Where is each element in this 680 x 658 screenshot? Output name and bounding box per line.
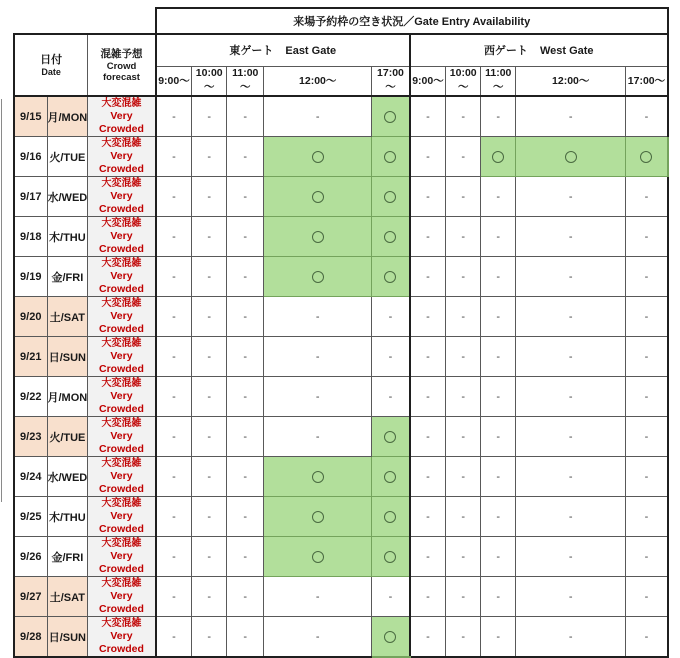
date-cell: 9/22 xyxy=(14,377,47,417)
day-cell: 火/TUE xyxy=(47,417,88,457)
availability-cell-west-1000: - xyxy=(446,257,481,297)
availability-cell-east-900: - xyxy=(156,417,192,457)
availability-cell-east-1200 xyxy=(264,137,372,177)
availability-cell-east-1700 xyxy=(372,457,410,497)
availability-cell-east-1000: - xyxy=(192,137,227,177)
date-cell: 9/25 xyxy=(14,497,47,537)
availability-cell-west-1200: - xyxy=(516,297,626,337)
date-cell: 9/21 xyxy=(14,337,47,377)
availability-cell-east-1000: - xyxy=(192,617,227,658)
forecast-text-ja: 大変混雑 xyxy=(101,258,142,269)
availability-cell-west-1200: - xyxy=(516,337,626,377)
availability-cell-west-1700: - xyxy=(626,177,668,217)
forecast-text-en: Very Crowded xyxy=(99,550,144,575)
forecast-cell xyxy=(88,96,156,137)
time-header-east-1700: 17:00～ xyxy=(372,66,410,96)
date-cell: 9/19 xyxy=(14,257,47,297)
availability-cell-east-1700 xyxy=(372,137,410,177)
available-circle-icon xyxy=(312,231,324,243)
availability-cell-east-1700 xyxy=(372,217,410,257)
availability-cell-west-900: - xyxy=(410,417,446,457)
forecast-text-en: Very Crowded xyxy=(99,150,144,175)
availability-cell-west-1700: - xyxy=(626,217,668,257)
date-cell: 9/16 xyxy=(14,137,47,177)
availability-cell-west-1100 xyxy=(481,137,516,177)
date-cell: 9/23 xyxy=(14,417,47,457)
forecast-text-en: Very Crowded xyxy=(99,510,144,535)
availability-cell-west-900: - xyxy=(410,537,446,577)
forecast-text-en: Very Crowded xyxy=(99,630,144,655)
available-circle-icon xyxy=(384,231,396,243)
availability-cell-west-1000: - xyxy=(446,177,481,217)
west-gate-label-ja: 西ゲート xyxy=(483,45,528,58)
availability-cell-west-1000: - xyxy=(446,577,481,617)
forecast-text-en: Very Crowded xyxy=(99,310,144,335)
table-body xyxy=(14,96,668,657)
availability-cell-west-1000: - xyxy=(446,377,481,417)
day-cell: 金/FRI xyxy=(47,257,88,297)
availability-cell-west-900: - xyxy=(410,177,446,217)
availability-row-9-21 xyxy=(14,337,668,377)
availability-cell-east-1200: - xyxy=(264,297,372,337)
availability-cell-east-1200: - xyxy=(264,337,372,377)
availability-cell-west-1100: - xyxy=(481,297,516,337)
available-circle-icon xyxy=(312,151,324,163)
availability-cell-east-1000: - xyxy=(192,537,227,577)
forecast-text-en: Very Crowded xyxy=(99,430,144,455)
forecast-text-ja: 大変混雑 xyxy=(101,418,142,429)
date-cell: 9/26 xyxy=(14,537,47,577)
availability-cell-east-900: - xyxy=(156,377,192,417)
east-gate-header xyxy=(156,34,410,66)
availability-cell-east-1100: - xyxy=(227,377,264,417)
available-circle-icon xyxy=(384,471,396,483)
availability-cell-west-1200: - xyxy=(516,537,626,577)
availability-cell-west-1000: - xyxy=(446,217,481,257)
availability-cell-east-1200 xyxy=(264,457,372,497)
day-cell: 月/MON xyxy=(47,96,88,137)
availability-cell-east-900: - xyxy=(156,297,192,337)
available-circle-icon xyxy=(384,431,396,443)
availability-cell-west-900: - xyxy=(410,297,446,337)
availability-cell-east-1100: - xyxy=(227,457,264,497)
available-circle-icon xyxy=(384,631,396,643)
availability-cell-west-1700: - xyxy=(626,96,668,137)
available-circle-icon xyxy=(312,511,324,523)
date-cell: 9/20 xyxy=(14,297,47,337)
availability-cell-east-1100: - xyxy=(227,257,264,297)
availability-cell-west-1200: - xyxy=(516,377,626,417)
availability-cell-east-1700 xyxy=(372,96,410,137)
forecast-header-ja: 混雑予想 xyxy=(100,48,143,60)
available-circle-icon xyxy=(492,151,504,163)
available-circle-icon xyxy=(384,271,396,283)
availability-cell-east-1700: - xyxy=(372,337,410,377)
availability-cell-west-1100: - xyxy=(481,377,516,417)
availability-cell-west-1700: - xyxy=(626,297,668,337)
time-header-east-1100: 11:00～ xyxy=(227,66,264,96)
forecast-text-en: Very Crowded xyxy=(99,470,144,495)
date-cell: 9/17 xyxy=(14,177,47,217)
availability-cell-east-900: - xyxy=(156,96,192,137)
availability-cell-east-1700 xyxy=(372,537,410,577)
availability-cell-east-900: - xyxy=(156,257,192,297)
forecast-cell xyxy=(88,377,156,417)
availability-cell-west-1700: - xyxy=(626,457,668,497)
day-cell: 土/SAT xyxy=(47,577,88,617)
date-cell: 9/18 xyxy=(14,217,47,257)
availability-row-9-16 xyxy=(14,137,668,177)
forecast-text-ja: 大変混雑 xyxy=(101,458,142,469)
time-header-east-900: 9:00～ xyxy=(156,66,192,96)
forecast-cell xyxy=(88,217,156,257)
availability-cell-east-1200: - xyxy=(264,617,372,658)
availability-cell-west-1100: - xyxy=(481,497,516,537)
availability-cell-west-1200: - xyxy=(516,497,626,537)
availability-cell-east-1200: - xyxy=(264,377,372,417)
forecast-text-ja: 大変混雑 xyxy=(101,98,142,109)
availability-cell-east-1200 xyxy=(264,257,372,297)
forecast-cell xyxy=(88,257,156,297)
date-cell: 9/27 xyxy=(14,577,47,617)
day-cell: 木/THU xyxy=(47,217,88,257)
forecast-text-en: Very Crowded xyxy=(99,230,144,255)
availability-cell-east-1200: - xyxy=(264,96,372,137)
forecast-header-en: Crowd forecast xyxy=(103,61,140,83)
day-cell: 水/WED xyxy=(47,457,88,497)
availability-cell-west-1700: - xyxy=(626,417,668,457)
forecast-text-ja: 大変混雑 xyxy=(101,498,142,509)
available-circle-icon xyxy=(384,511,396,523)
availability-cell-east-1100: - xyxy=(227,96,264,137)
availability-cell-east-900: - xyxy=(156,537,192,577)
availability-cell-east-1100: - xyxy=(227,217,264,257)
availability-cell-east-1000: - xyxy=(192,96,227,137)
availability-cell-east-900: - xyxy=(156,577,192,617)
availability-cell-east-1100: - xyxy=(227,577,264,617)
availability-row-9-18 xyxy=(14,217,668,257)
east-gate-label-ja: 東ゲート xyxy=(229,45,274,58)
availability-cell-east-1200 xyxy=(264,217,372,257)
availability-cell-west-1200: - xyxy=(516,96,626,137)
availability-cell-east-1100: - xyxy=(227,337,264,377)
availability-row-9-26 xyxy=(14,537,668,577)
availability-cell-west-1000: - xyxy=(446,617,481,658)
forecast-cell xyxy=(88,297,156,337)
availability-cell-west-1100: - xyxy=(481,537,516,577)
west-gate-header xyxy=(410,34,668,66)
availability-cell-east-1200 xyxy=(264,537,372,577)
date-header-ja: 日付 xyxy=(40,53,63,66)
day-cell: 木/THU xyxy=(47,497,88,537)
availability-cell-east-1700 xyxy=(372,257,410,297)
availability-cell-west-1000: - xyxy=(446,96,481,137)
available-circle-icon xyxy=(565,151,577,163)
availability-cell-east-1100: - xyxy=(227,297,264,337)
time-header-west-1200: 12:00～ xyxy=(516,66,626,96)
cropped-table-edge-line xyxy=(1,99,2,502)
forecast-text-ja: 大変混雑 xyxy=(101,338,142,349)
availability-cell-west-1100: - xyxy=(481,217,516,257)
forecast-text-ja: 大変混雑 xyxy=(101,378,142,389)
availability-row-9-24 xyxy=(14,457,668,497)
availability-cell-east-1000: - xyxy=(192,337,227,377)
availability-table xyxy=(13,7,669,658)
availability-cell-west-1000: - xyxy=(446,497,481,537)
table-header xyxy=(14,8,668,96)
availability-cell-east-1200: - xyxy=(264,417,372,457)
availability-cell-east-1100: - xyxy=(227,537,264,577)
availability-cell-east-1100: - xyxy=(227,497,264,537)
available-circle-icon xyxy=(312,551,324,563)
time-header-west-900: 9:00～ xyxy=(410,66,446,96)
forecast-cell xyxy=(88,497,156,537)
availability-cell-west-1700: - xyxy=(626,617,668,658)
availability-cell-west-1100: - xyxy=(481,257,516,297)
availability-cell-west-900: - xyxy=(410,457,446,497)
available-circle-icon xyxy=(312,191,324,203)
availability-cell-east-1000: - xyxy=(192,497,227,537)
availability-cell-west-1100: - xyxy=(481,96,516,137)
forecast-text-ja: 大変混雑 xyxy=(101,218,142,229)
availability-cell-east-1700: - xyxy=(372,577,410,617)
availability-cell-west-1200: - xyxy=(516,617,626,658)
availability-cell-west-900: - xyxy=(410,617,446,658)
availability-cell-west-1700: - xyxy=(626,337,668,377)
time-header-west-1100: 11:00～ xyxy=(481,66,516,96)
availability-cell-east-1700 xyxy=(372,417,410,457)
time-header-west-1700: 17:00～ xyxy=(626,66,668,96)
available-circle-icon xyxy=(384,191,396,203)
availability-cell-east-1000: - xyxy=(192,217,227,257)
gate-header-row xyxy=(14,34,668,66)
forecast-text-ja: 大変混雑 xyxy=(101,538,142,549)
availability-cell-east-1700: - xyxy=(372,297,410,337)
forecast-text-ja: 大変混雑 xyxy=(101,618,142,629)
availability-cell-east-1000: - xyxy=(192,577,227,617)
availability-cell-east-900: - xyxy=(156,457,192,497)
availability-cell-west-1100: - xyxy=(481,337,516,377)
time-header-west-1000: 10:00～ xyxy=(446,66,481,96)
availability-cell-west-1000: - xyxy=(446,457,481,497)
availability-cell-west-1700: - xyxy=(626,577,668,617)
time-header-east-1000: 10:00～ xyxy=(192,66,227,96)
day-cell: 火/TUE xyxy=(47,137,88,177)
availability-cell-east-900: - xyxy=(156,217,192,257)
availability-cell-east-1700 xyxy=(372,497,410,537)
availability-cell-west-900: - xyxy=(410,337,446,377)
available-circle-icon xyxy=(384,151,396,163)
west-gate-label-en: West Gate xyxy=(539,45,594,58)
availability-row-9-15 xyxy=(14,96,668,137)
day-cell: 土/SAT xyxy=(47,297,88,337)
availability-cell-east-1100: - xyxy=(227,137,264,177)
availability-cell-east-900: - xyxy=(156,337,192,377)
availability-cell-west-1100: - xyxy=(481,457,516,497)
availability-cell-west-1200: - xyxy=(516,217,626,257)
forecast-cell xyxy=(88,417,156,457)
availability-row-9-27 xyxy=(14,577,668,617)
availability-row-9-20 xyxy=(14,297,668,337)
availability-cell-west-900: - xyxy=(410,217,446,257)
availability-cell-west-900: - xyxy=(410,497,446,537)
availability-cell-west-1000: - xyxy=(446,417,481,457)
available-circle-icon xyxy=(384,111,396,123)
availability-cell-west-1100: - xyxy=(481,617,516,658)
day-cell: 月/MON xyxy=(47,377,88,417)
forecast-cell xyxy=(88,177,156,217)
availability-cell-west-1100: - xyxy=(481,417,516,457)
available-circle-icon xyxy=(312,271,324,283)
availability-cell-west-1700: - xyxy=(626,257,668,297)
availability-cell-west-1200: - xyxy=(516,417,626,457)
availability-row-9-22 xyxy=(14,377,668,417)
forecast-text-ja: 大変混雑 xyxy=(101,138,142,149)
forecast-text-en: Very Crowded xyxy=(99,590,144,615)
availability-cell-east-900: - xyxy=(156,177,192,217)
day-cell: 日/SUN xyxy=(47,337,88,377)
availability-cell-west-1100: - xyxy=(481,177,516,217)
availability-cell-east-1000: - xyxy=(192,257,227,297)
availability-cell-east-1200 xyxy=(264,177,372,217)
availability-cell-east-1000: - xyxy=(192,177,227,217)
forecast-cell xyxy=(88,617,156,658)
availability-cell-west-1000: - xyxy=(446,137,481,177)
forecast-text-en: Very Crowded xyxy=(99,270,144,295)
available-circle-icon xyxy=(312,471,324,483)
availability-cell-west-900: - xyxy=(410,257,446,297)
availability-cell-west-1700: - xyxy=(626,497,668,537)
availability-cell-east-1100: - xyxy=(227,177,264,217)
table-title: 来場予約枠の空き状況／Gate Entry Availability xyxy=(156,8,668,34)
availability-cell-east-1700 xyxy=(372,617,410,658)
forecast-cell xyxy=(88,337,156,377)
availability-cell-west-1200: - xyxy=(516,577,626,617)
day-cell: 水/WED xyxy=(47,177,88,217)
availability-cell-west-1700: - xyxy=(626,537,668,577)
availability-cell-east-900: - xyxy=(156,497,192,537)
availability-row-9-19 xyxy=(14,257,668,297)
availability-cell-west-900: - xyxy=(410,137,446,177)
availability-cell-east-1000: - xyxy=(192,417,227,457)
availability-cell-east-900: - xyxy=(156,617,192,658)
availability-cell-west-1100: - xyxy=(481,577,516,617)
top-left-spacer xyxy=(14,8,156,34)
availability-cell-west-1200: - xyxy=(516,457,626,497)
forecast-text-ja: 大変混雑 xyxy=(101,578,142,589)
date-cell: 9/28 xyxy=(14,617,47,658)
day-cell: 金/FRI xyxy=(47,537,88,577)
availability-cell-west-1200: - xyxy=(516,257,626,297)
availability-cell-east-1200 xyxy=(264,497,372,537)
availability-cell-east-1000: - xyxy=(192,297,227,337)
availability-cell-east-1100: - xyxy=(227,417,264,457)
availability-cell-east-1000: - xyxy=(192,457,227,497)
availability-cell-east-1000: - xyxy=(192,377,227,417)
availability-cell-east-1700: - xyxy=(372,377,410,417)
availability-cell-east-900: - xyxy=(156,137,192,177)
east-gate-label-en: East Gate xyxy=(285,45,337,58)
availability-cell-east-1700 xyxy=(372,177,410,217)
availability-row-9-25 xyxy=(14,497,668,537)
availability-cell-east-1200: - xyxy=(264,577,372,617)
available-circle-icon xyxy=(384,551,396,563)
forecast-cell xyxy=(88,577,156,617)
date-cell: 9/24 xyxy=(14,457,47,497)
forecast-cell xyxy=(88,537,156,577)
day-cell: 日/SUN xyxy=(47,617,88,658)
forecast-cell xyxy=(88,137,156,177)
availability-cell-west-1000: - xyxy=(446,537,481,577)
availability-cell-west-1700 xyxy=(626,137,668,177)
forecast-text-ja: 大変混雑 xyxy=(101,178,142,189)
forecast-text-en: Very Crowded xyxy=(99,390,144,415)
availability-cell-west-900: - xyxy=(410,577,446,617)
availability-cell-east-1100: - xyxy=(227,617,264,658)
forecast-text-en: Very Crowded xyxy=(99,110,144,135)
date-header-en: Date xyxy=(41,66,61,77)
availability-cell-west-1000: - xyxy=(446,337,481,377)
availability-cell-west-900: - xyxy=(410,377,446,417)
forecast-text-en: Very Crowded xyxy=(99,350,144,375)
forecast-column-header xyxy=(88,34,156,96)
title-row xyxy=(14,8,668,34)
availability-row-9-17 xyxy=(14,177,668,217)
availability-row-9-28 xyxy=(14,617,668,658)
availability-cell-west-1000: - xyxy=(446,297,481,337)
date-column-header xyxy=(14,34,88,96)
date-cell: 9/15 xyxy=(14,96,47,137)
availability-cell-west-1700: - xyxy=(626,377,668,417)
availability-cell-west-1200: - xyxy=(516,177,626,217)
availability-cell-west-1200 xyxy=(516,137,626,177)
time-header-east-1200: 12:00～ xyxy=(264,66,372,96)
forecast-text-ja: 大変混雑 xyxy=(101,298,142,309)
availability-cell-west-900: - xyxy=(410,96,446,137)
availability-row-9-23 xyxy=(14,417,668,457)
forecast-text-en: Very Crowded xyxy=(99,190,144,215)
forecast-cell xyxy=(88,457,156,497)
available-circle-icon xyxy=(640,151,652,163)
